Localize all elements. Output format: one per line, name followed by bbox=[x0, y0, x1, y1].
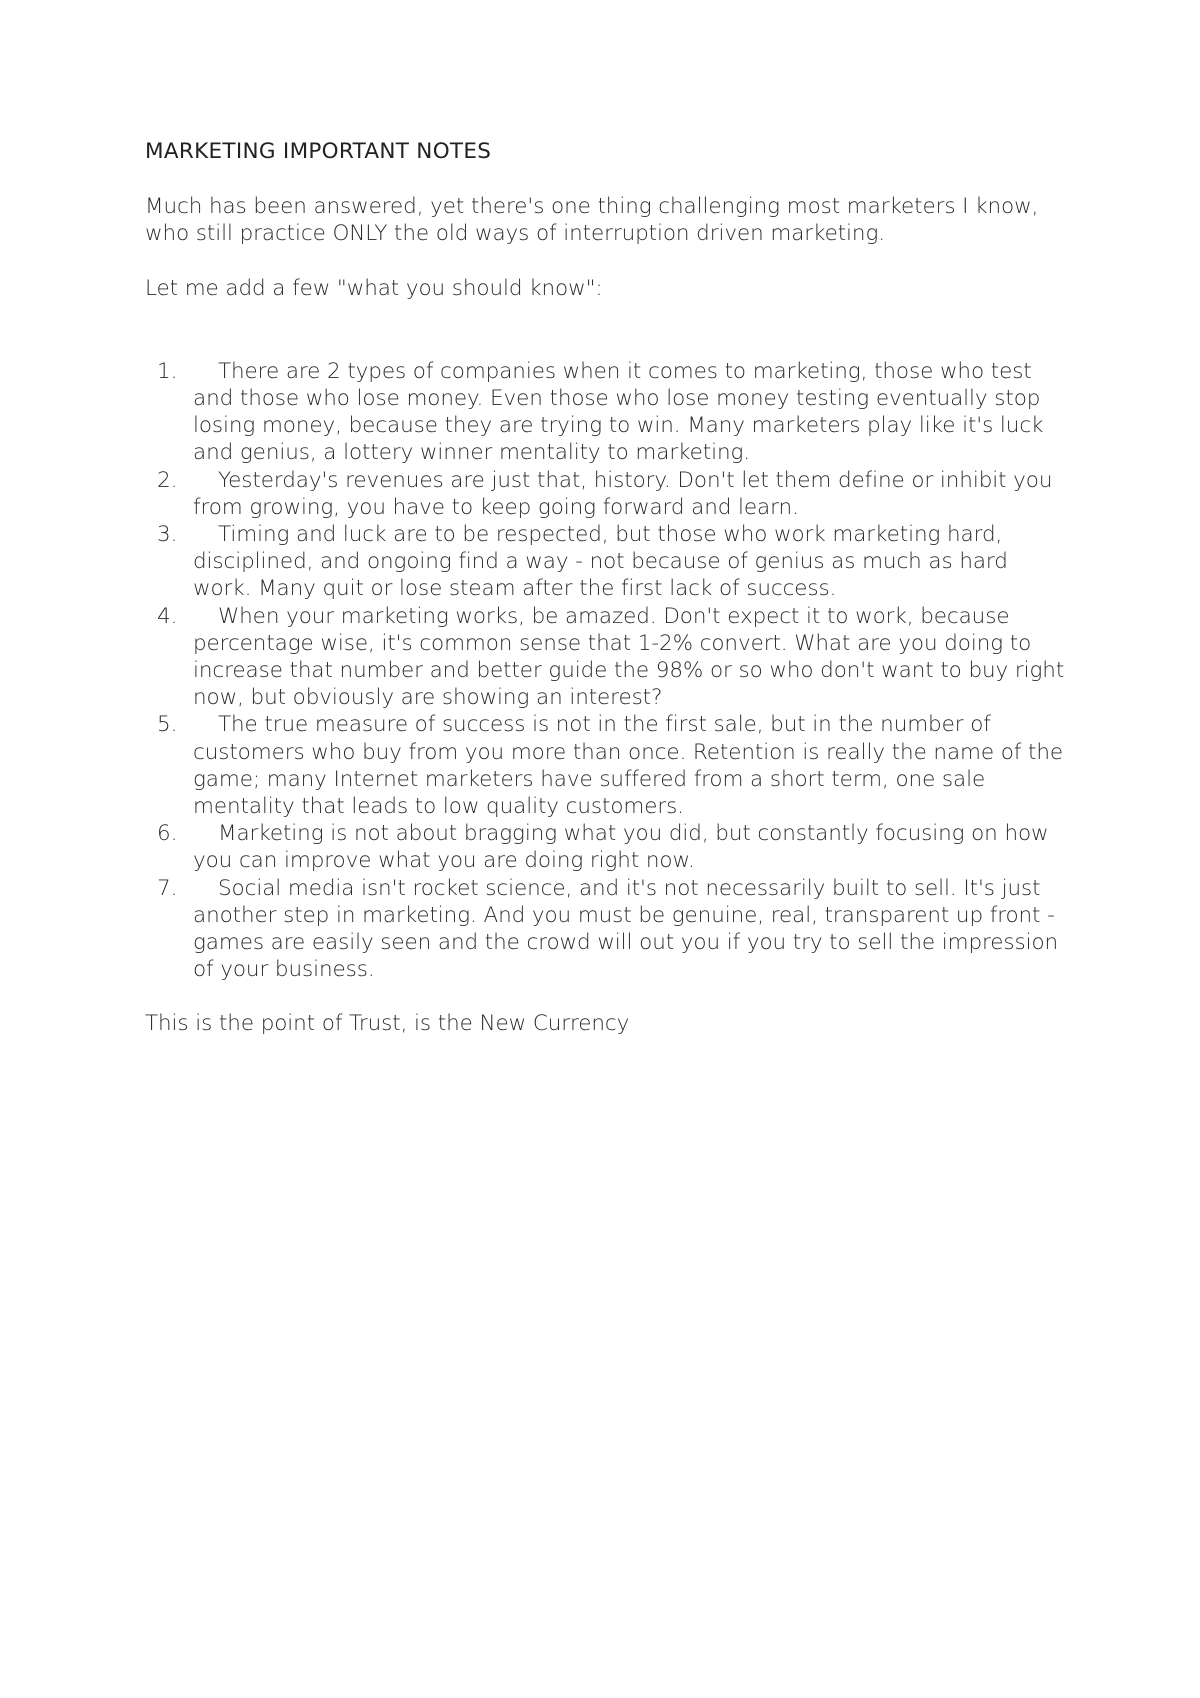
list-item bbox=[145, 467, 1065, 521]
list-item-number: 7. bbox=[157, 875, 178, 901]
list-item bbox=[145, 603, 1065, 712]
intro-paragraph: Much has been answered, yet there's one thing challenging most marketers I know, who still practice ONLY the old ways of interruption driven marketing. bbox=[145, 194, 1039, 247]
list-item-number: 4. bbox=[157, 603, 178, 629]
list-item-text: When your marketing works, be amazed. Don't expect it to work, because percentage wise, it's common sense that 1-2% convert. What are you doing to increase that number and better guide the 98% or so who don't want to buy right now, but obviously are showing an interest? bbox=[193, 603, 1065, 711]
list-item-number: 5. bbox=[157, 712, 178, 738]
list-item bbox=[145, 358, 1065, 467]
list-item bbox=[145, 875, 1065, 984]
list-item-text: The true measure of success is not in the first sale, but in the number of customers who buy from you more than once. Retention is really the name of the game; many Internet marketers have suffered from a short term, one sale mentality that leads to low quality customers. bbox=[193, 712, 1063, 820]
list-item-text: Social media isn't rocket science, and it's not necessarily built to sell. It's just another step in marketing. And you must be genuine, real, transparent up front - games are easily seen and the crowd will out you if you try to sell the impression of your business. bbox=[193, 875, 1059, 983]
closing-paragraph: This is the point of Trust, is the New Currency bbox=[145, 1011, 630, 1037]
list-item-number: 3. bbox=[157, 522, 178, 548]
list-item-text: Timing and luck are to be respected, but those who work marketing hard, disciplined, and ongoing find a way - not because of genius as much as hard work. Many quit or lose steam after the first lack of success. bbox=[193, 522, 1008, 602]
document-title: MARKETING IMPORTANT NOTES bbox=[145, 139, 492, 164]
list-item-text: There are 2 types of companies when it comes to marketing, those who test and those who lose money. Even those who lose money testing eventually stop losing money, because they are trying to win. Many marketers play like it's luck and genius, a lottery winner mentality to marketing. bbox=[193, 358, 1044, 466]
lead-paragraph: Let me add a few "what you should know": bbox=[145, 275, 603, 301]
list-item bbox=[145, 711, 1065, 820]
list-item-text: Yesterday's revenues are just that, history. Don't let them define or inhibit you from growing, you have to keep going forward and learn. bbox=[193, 467, 1053, 520]
list-item-text: Marketing is not about bragging what you did, but constantly focusing on how you can improve what you are doing right now. bbox=[193, 821, 1049, 874]
list-item bbox=[145, 521, 1065, 603]
list-item-number: 1. bbox=[157, 358, 178, 384]
document-page bbox=[145, 138, 1065, 1038]
notes-list bbox=[145, 358, 1065, 984]
list-item-number: 2. bbox=[157, 467, 178, 493]
list-item bbox=[145, 820, 1065, 874]
list-item-number: 6. bbox=[157, 821, 178, 847]
